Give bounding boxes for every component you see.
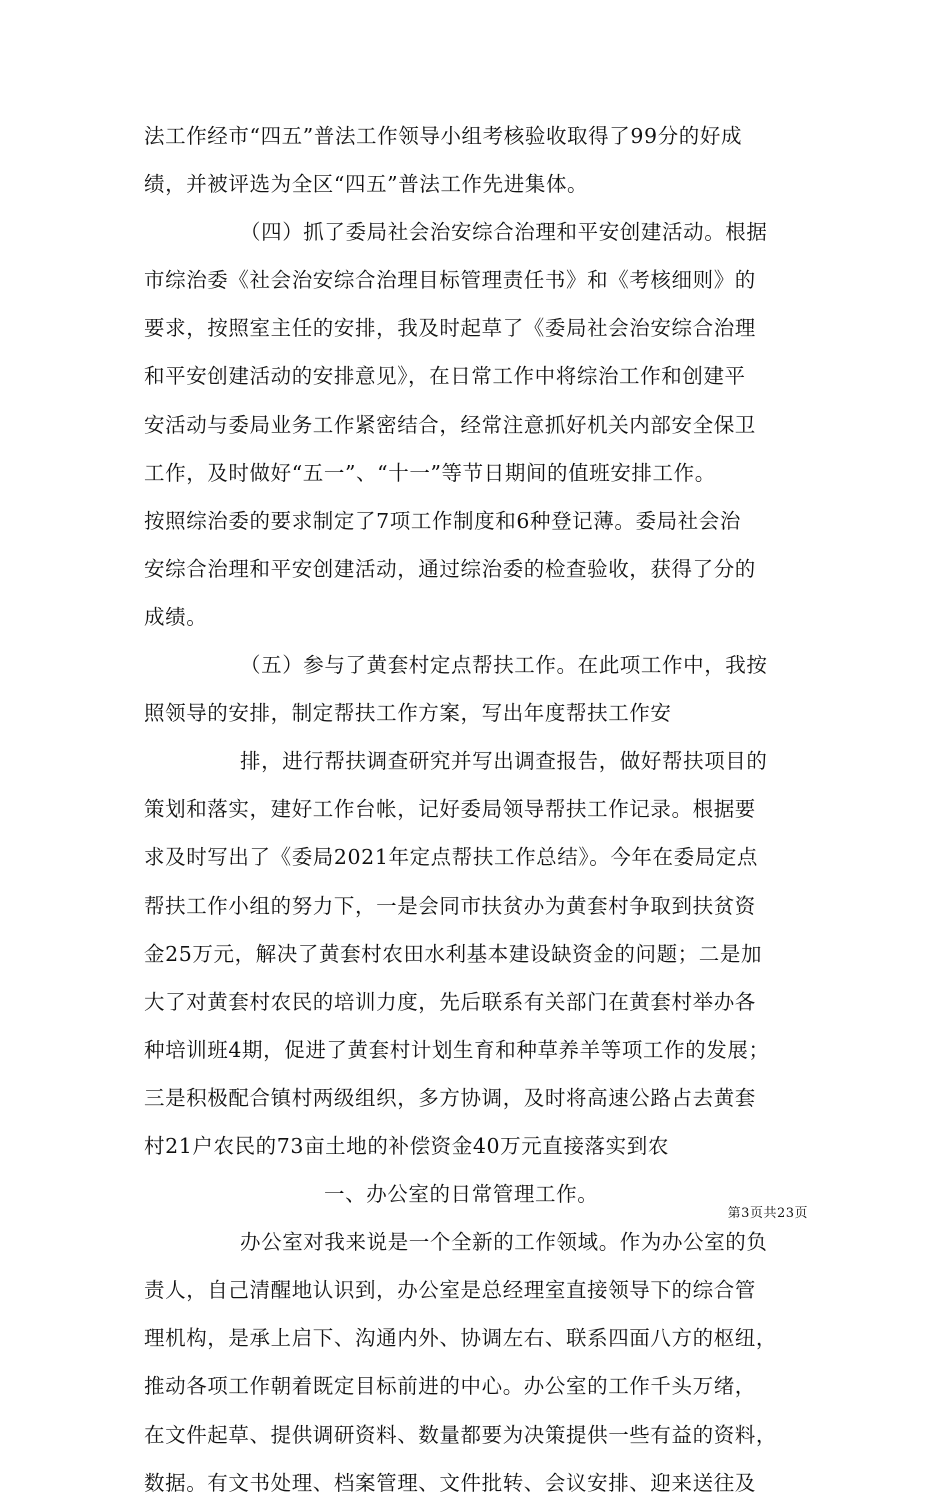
text-line: 村21户农民的73亩土地的补偿资金40万元直接落实到农 xyxy=(144,1133,669,1158)
text-line: 推动各项工作朝着既定目标前进的中心。办公室的工作千头万绪， xyxy=(144,1374,756,1399)
text-line: 求及时写出了《委局2021年定点帮扶工作总结》。今年在委局定点 xyxy=(144,845,759,870)
text-line: 工作，及时做好“五一”、“十一”等节日期间的值班安排工作。 xyxy=(144,460,716,485)
document-body xyxy=(144,112,812,1507)
text-line: 要求，按照室主任的安排，我及时起草了《委局社会治安综合治理 xyxy=(144,316,756,341)
text-line: 绩，并被评选为全区“四五”普法工作先进集体。 xyxy=(144,172,589,197)
text-line: 排，进行帮扶调查研究并写出调查报告，做好帮扶项目的 xyxy=(240,749,768,774)
section-five-start: （五）参与了黄套村定点帮扶工作。在此项工作中，我按 xyxy=(240,653,768,678)
paragraph-start: 办公室对我来说是一个全新的工作领域。作为办公室的负 xyxy=(240,1230,768,1255)
text-line: 成绩。 xyxy=(144,604,208,629)
page-number-footer: 第3页共23页 xyxy=(727,1206,808,1221)
text-line: 策划和落实，建好工作台帐，记好委局领导帮扶工作记录。根据要 xyxy=(144,797,756,822)
text-line: 在文件起草、提供调研资料、数量都要为决策提供一些有益的资料， xyxy=(144,1422,777,1447)
text-line: 三是积极配合镇村两级组织，多方协调，及时将高速公路占去黄套 xyxy=(144,1085,756,1110)
text-line: 责人，自己清醒地认识到，办公室是总经理室直接领导下的综合管 xyxy=(144,1278,756,1303)
text-line: 照领导的安排，制定帮扶工作方案，写出年度帮扶工作安 xyxy=(144,701,672,726)
text-line: 金25万元，解决了黄套村农田水利基本建设缺资金的问题；二是加 xyxy=(144,941,763,966)
text-line: 和平安创建活动的安排意见》，在日常工作中将综治工作和创建平 xyxy=(144,364,746,389)
text-line: 按照综治委的要求制定了7项工作制度和6种登记薄。委局社会治 xyxy=(144,508,741,533)
text-line: 市综治委《社会治安综合治理目标管理责任书》和《考核细则》的 xyxy=(144,268,756,293)
text-line: 法工作经市“四五”普法工作领导小组考核验收取得了99分的好成 xyxy=(144,124,743,148)
text-line: 理机构，是承上启下、沟通内外、协调左右、联系四面八方的枢纽， xyxy=(144,1326,777,1351)
section-heading: 一、办公室的日常管理工作。 xyxy=(324,1182,599,1207)
text-line: 安综合治理和平安创建活动，通过综治委的检查验收，获得了分的 xyxy=(144,556,756,581)
text-line: 数据。有文书处理、档案管理、文件批转、会议安排、迎来送往及 xyxy=(144,1470,756,1495)
text-line: 安活动与委局业务工作紧密结合，经常注意抓好机关内部安全保卫 xyxy=(144,412,756,437)
section-four-start: （四）抓了委局社会治安综合治理和平安创建活动。根据 xyxy=(240,220,768,245)
text-line: 种培训班4期，促进了黄套村计划生育和种草养羊等项工作的发展； xyxy=(144,1037,770,1062)
text-line: 帮扶工作小组的努力下，一是会同市扶贫办为黄套村争取到扶贫资 xyxy=(144,893,756,918)
text-line: 大了对黄套村农民的培训力度，先后联系有关部门在黄套村举办各 xyxy=(144,989,756,1014)
